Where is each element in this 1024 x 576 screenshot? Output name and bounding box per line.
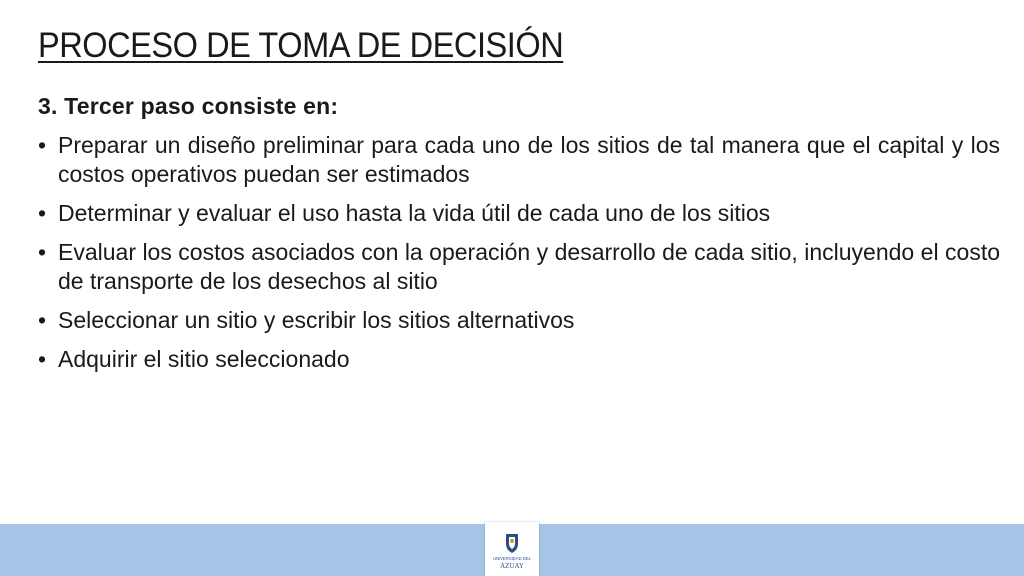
- bullet-dot: •: [38, 132, 47, 158]
- list-item: [38, 131, 1000, 189]
- list-item: [38, 238, 1000, 296]
- bullet-dot: •: [38, 346, 47, 372]
- bullet-dot: •: [38, 239, 47, 265]
- logo-text-bottom: AZUAY: [500, 562, 524, 570]
- list-item: [38, 199, 1000, 228]
- bullet-text: Seleccionar un sitio y escribir los sitios alternativos: [58, 307, 575, 333]
- slide-body: [38, 92, 1000, 384]
- bullet-text: Adquirir el sitio seleccionado: [58, 346, 350, 372]
- bullet-list: [38, 131, 1000, 374]
- slide-title: PROCESO DE TOMA DE DECISIÓN: [38, 26, 564, 65]
- subheading: 3. Tercer paso consiste en:: [38, 93, 339, 119]
- list-item: [38, 306, 1000, 335]
- list-item: [38, 345, 1000, 374]
- logo-text-top: UNIVERSIDAD DEL: [493, 556, 531, 561]
- university-seal-icon: [485, 522, 539, 576]
- bullet-text: Determinar y evaluar el uso hasta la vida útil de cada uno de los sitios: [58, 200, 771, 226]
- bullet-dot: •: [38, 307, 47, 333]
- bullet-text: Evaluar los costos asociados con la operación y desarrollo de cada sitio, incluyendo el costo de transporte de los desechos al sitio: [58, 239, 1000, 294]
- bullet-dot: •: [38, 200, 47, 226]
- university-logo: [485, 522, 539, 576]
- bullet-text: Preparar un diseño preliminar para cada uno de los sitios de tal manera que el capital y los costos operativos puedan ser estimados: [58, 132, 1000, 187]
